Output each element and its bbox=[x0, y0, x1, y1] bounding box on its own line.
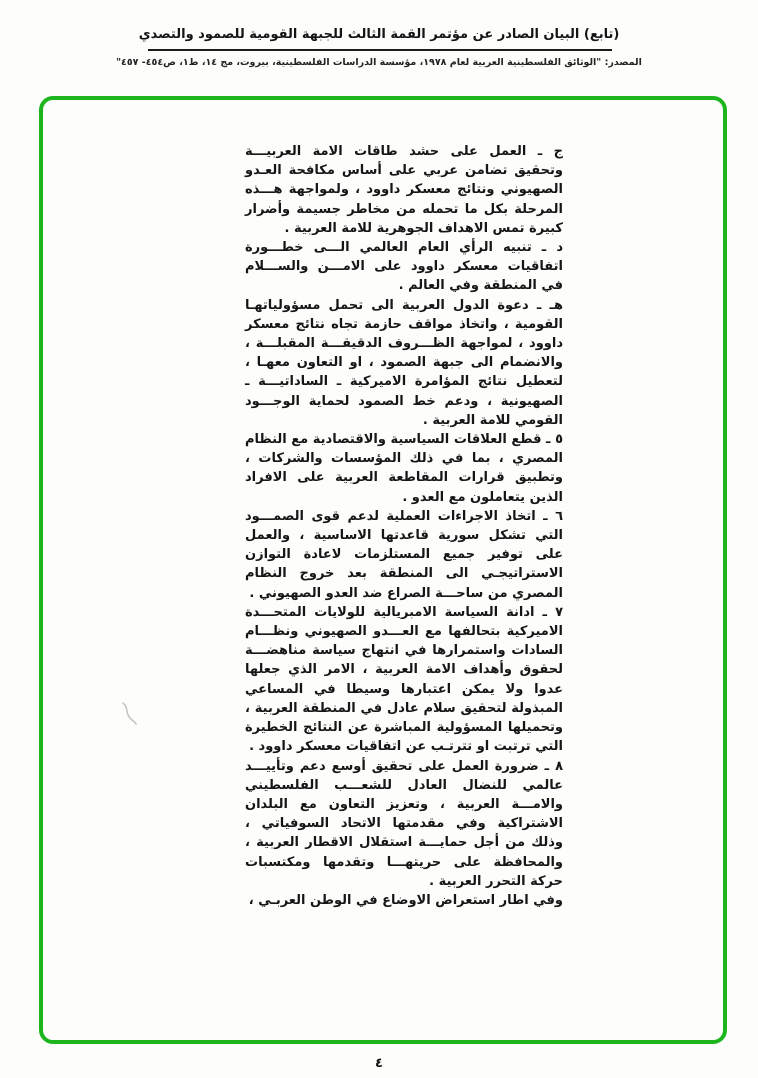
document-body bbox=[245, 142, 563, 910]
paragraph-h: هـ ـ دعوة الدول العربية الى تحمل مسؤولياتهـا القومية ، واتخاذ مواقف حازمة تجاه نتائج معسكر داوود ، لمواجهة الظـــروف الدقيقـــة المقبلـــة ، والانضمام الى جبهة الصمود ، او التعاون معهـا ، لتعطيل نتائج المؤامرة الاميركية ـ الساداتيـــة ـ الصهيونية ، ودعم خط الصمود لحماية الوجـــود القومي للامة العربية . bbox=[245, 297, 563, 428]
header-divider bbox=[148, 49, 612, 51]
paragraph-d: د ـ تنبيه الرأي العام العالمي الـــى خطـــورة اتفاقيات معسكر داوود على الامـــن والســـلام في المنطقة وفي العالم . bbox=[245, 240, 563, 294]
document-title: (تابع) البيان الصادر عن مؤتمر القمة الثالث للجبهة القومية للصمود والتصدي bbox=[138, 27, 620, 42]
source-citation: المصدر: "الوثائق الفلسطينية العربية لعام ١٩٧٨، مؤسسة الدراسات الفلسطينية، بيروت، مج ١٤، ط١، ص٤٥٤- ٤٥٧" bbox=[116, 57, 642, 68]
paragraph-closing: وفي اطار استعراض الاوضاع في الوطن العربـي ، bbox=[248, 892, 563, 908]
handwritten-margin-mark-icon bbox=[118, 700, 140, 726]
paragraph-5: ٥ ـ قطع العلاقات السياسية والاقتصادية مع النظام المصري ، بما في ذلك المؤسسات والشركات ، وتطبيق قرارات المقاطعة العربية على الافراد الذين يتعاملون مع العدو . bbox=[245, 432, 563, 505]
paragraph-8: ٨ ـ ضرورة العمل على تحقيق أوسع دعم وتأييـــد عالمي للنضال العادل للشعـــب الفلسطيني والامـــة العربية ، وتعزيز التعاون مع البلدان الاشتراكية وفي مقدمتها الاتحاد السوفياتي ، وذلك من أجل حمايـــة استقلال الاقطار العربية ، والمحافظة على حريتهـــا وتقدمها ومكتسبات حركة التحرر العربية . bbox=[245, 758, 563, 889]
paragraph-j: ج ـ العمل على حشد طاقات الامة العربيـــة وتحقيق تضامن عربي على أساس مكافحة العـدو الصهيوني ونتائج معسكر داوود ، ولمواجهة هـــذه المرحلة بكل ما تحمله من مخاطر جسيمة وأضرار كبيرة تمس الاهداف الجوهرية للامة العربية . bbox=[245, 144, 563, 236]
page-number: ٤ bbox=[375, 1056, 383, 1071]
paragraph-6: ٦ ـ اتخاذ الاجراءات العملية لدعم قوى الصمـــود التي تشكل سورية قاعدتها الاساسية ، والعمل على توفير جميع المستلزمات لاعادة التوازن الاستراتيجـي الى المنطقة بعد خروج النظام المصري من ساحـــة الصراع ضد العدو الصهيوني . bbox=[245, 508, 563, 601]
paragraph-7: ٧ ـ ادانة السياسة الامبريالية للولايات المتحـــدة الاميركية بتحالفها مع العـــدو الصهيوني ونظـــام السادات واستمرارها في انتهاج سياسة مناهضـــة لحقوق وأهداف الامة العربية ، الامر الذي جعلها عدوا ولا يمكن اعتبارها وسيطا في المساعي المبذولة لتحقيق سلام عادل في المنطقة العربية ، وتحميلها المسؤولية المباشرة عن النتائج الخطيرة التي ترتبت او تترتـب عن اتفاقيات معسكر داوود . bbox=[245, 604, 563, 755]
